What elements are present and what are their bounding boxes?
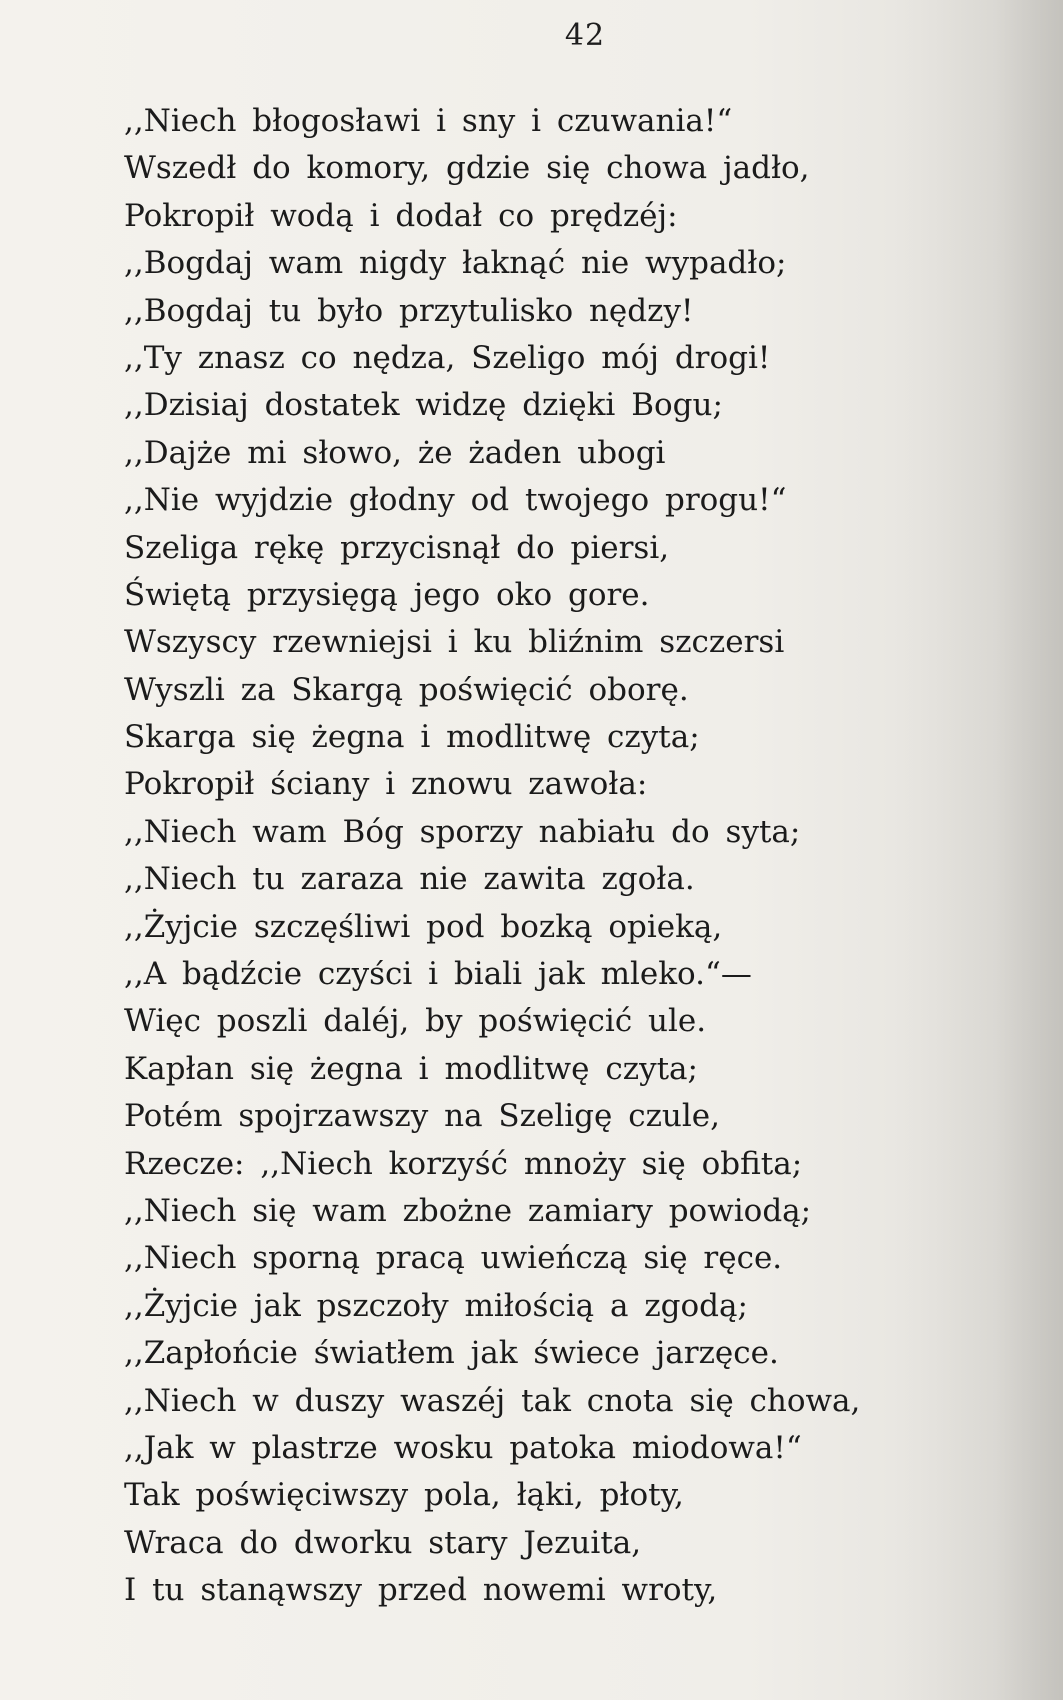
poem-line: Wraca do dworku stary Jezuita, bbox=[124, 1524, 642, 1561]
poem-line: ,,Niech tu zaraza nie zawita zgoła. bbox=[124, 861, 695, 898]
poem-line: ,,Ty znasz co nędza, Szeligo mój drogi! bbox=[124, 339, 771, 376]
poem-line: ,,Niech błogosławi i sny i czuwania!“ bbox=[124, 103, 733, 139]
page-number: 42 bbox=[564, 18, 606, 53]
poem-line: Potém spojrzawszy na Szeligę czule, bbox=[124, 1098, 720, 1135]
poem-line: ,,Dajże mi słowo, że żaden ubogi bbox=[124, 434, 666, 471]
poem-line: ,,Niech wam Bóg sporzy nabiału do syta; bbox=[124, 813, 801, 850]
poem-line: ,,Jak w plastrze wosku patoka miodowa!“ bbox=[124, 1429, 802, 1466]
poem-line: Pokropił ściany i znowu zawoła: bbox=[124, 766, 648, 803]
page-edge-shadow bbox=[893, 0, 1063, 1700]
poem-line: Tak poświęciwszy pola, łąki, płoty, bbox=[124, 1477, 684, 1514]
poem-line: Kapłan się żegna i modlitwę czyta; bbox=[124, 1050, 698, 1087]
poem-line: Wszyscy rzewniejsi i ku bliźnim szczersi bbox=[124, 624, 785, 661]
poem-line: ,,A bądźcie czyści i biali jak mleko.“— bbox=[124, 956, 752, 993]
poem-line: Rzecze: ,,Niech korzyść mnoży się obfita; bbox=[124, 1145, 803, 1182]
poem-line: Pokropił wodą i dodał co prędzéj: bbox=[124, 197, 678, 234]
poem-line: ,,Dzisiaj dostatek widzę dzięki Bogu; bbox=[124, 387, 723, 424]
poem-line: ,,Niech się wam zbożne zamiary powiodą; bbox=[124, 1192, 812, 1229]
poem-line: ,,Zapłońcie światłem jak świece jarzęce. bbox=[124, 1335, 779, 1372]
poem-line: Skarga się żegna i modlitwę czyta; bbox=[124, 719, 700, 756]
poem-line: ,,Żyjcie jak pszczoły miłością a zgodą; bbox=[124, 1287, 748, 1324]
poem-line: I tu stanąwszy przed nowemi wroty, bbox=[124, 1572, 718, 1609]
poem-line: ,,Bogdaj wam nigdy łaknąć nie wypadło; bbox=[124, 245, 787, 282]
poem-line: Wyszli za Skargą poświęcić oborę. bbox=[124, 671, 689, 708]
poem-line: ,,Nie wyjdzie głodny od twojego progu!“ bbox=[124, 482, 787, 519]
poem-line: Wszedł do komory, gdzie się chowa jadło, bbox=[124, 150, 810, 187]
poem-line: ,,Niech w duszy waszéj tak cnota się chowa, bbox=[124, 1382, 861, 1419]
poem-line: Świętą przysięgą jego oko gore. bbox=[124, 576, 650, 613]
poem-line: Szeliga rękę przycisnął do piersi, bbox=[124, 529, 670, 566]
poem-line: Więc poszli daléj, by poświęcić ule. bbox=[124, 1003, 707, 1040]
poem-line: ,,Bogdaj tu było przytulisko nędzy! bbox=[124, 292, 694, 329]
poem-line: ,,Żyjcie szczęśliwi pod bozką opieką, bbox=[124, 908, 723, 945]
poem-line: ,,Niech sporną pracą uwieńczą się ręce. bbox=[124, 1240, 783, 1277]
poem-text bbox=[124, 98, 860, 1615]
